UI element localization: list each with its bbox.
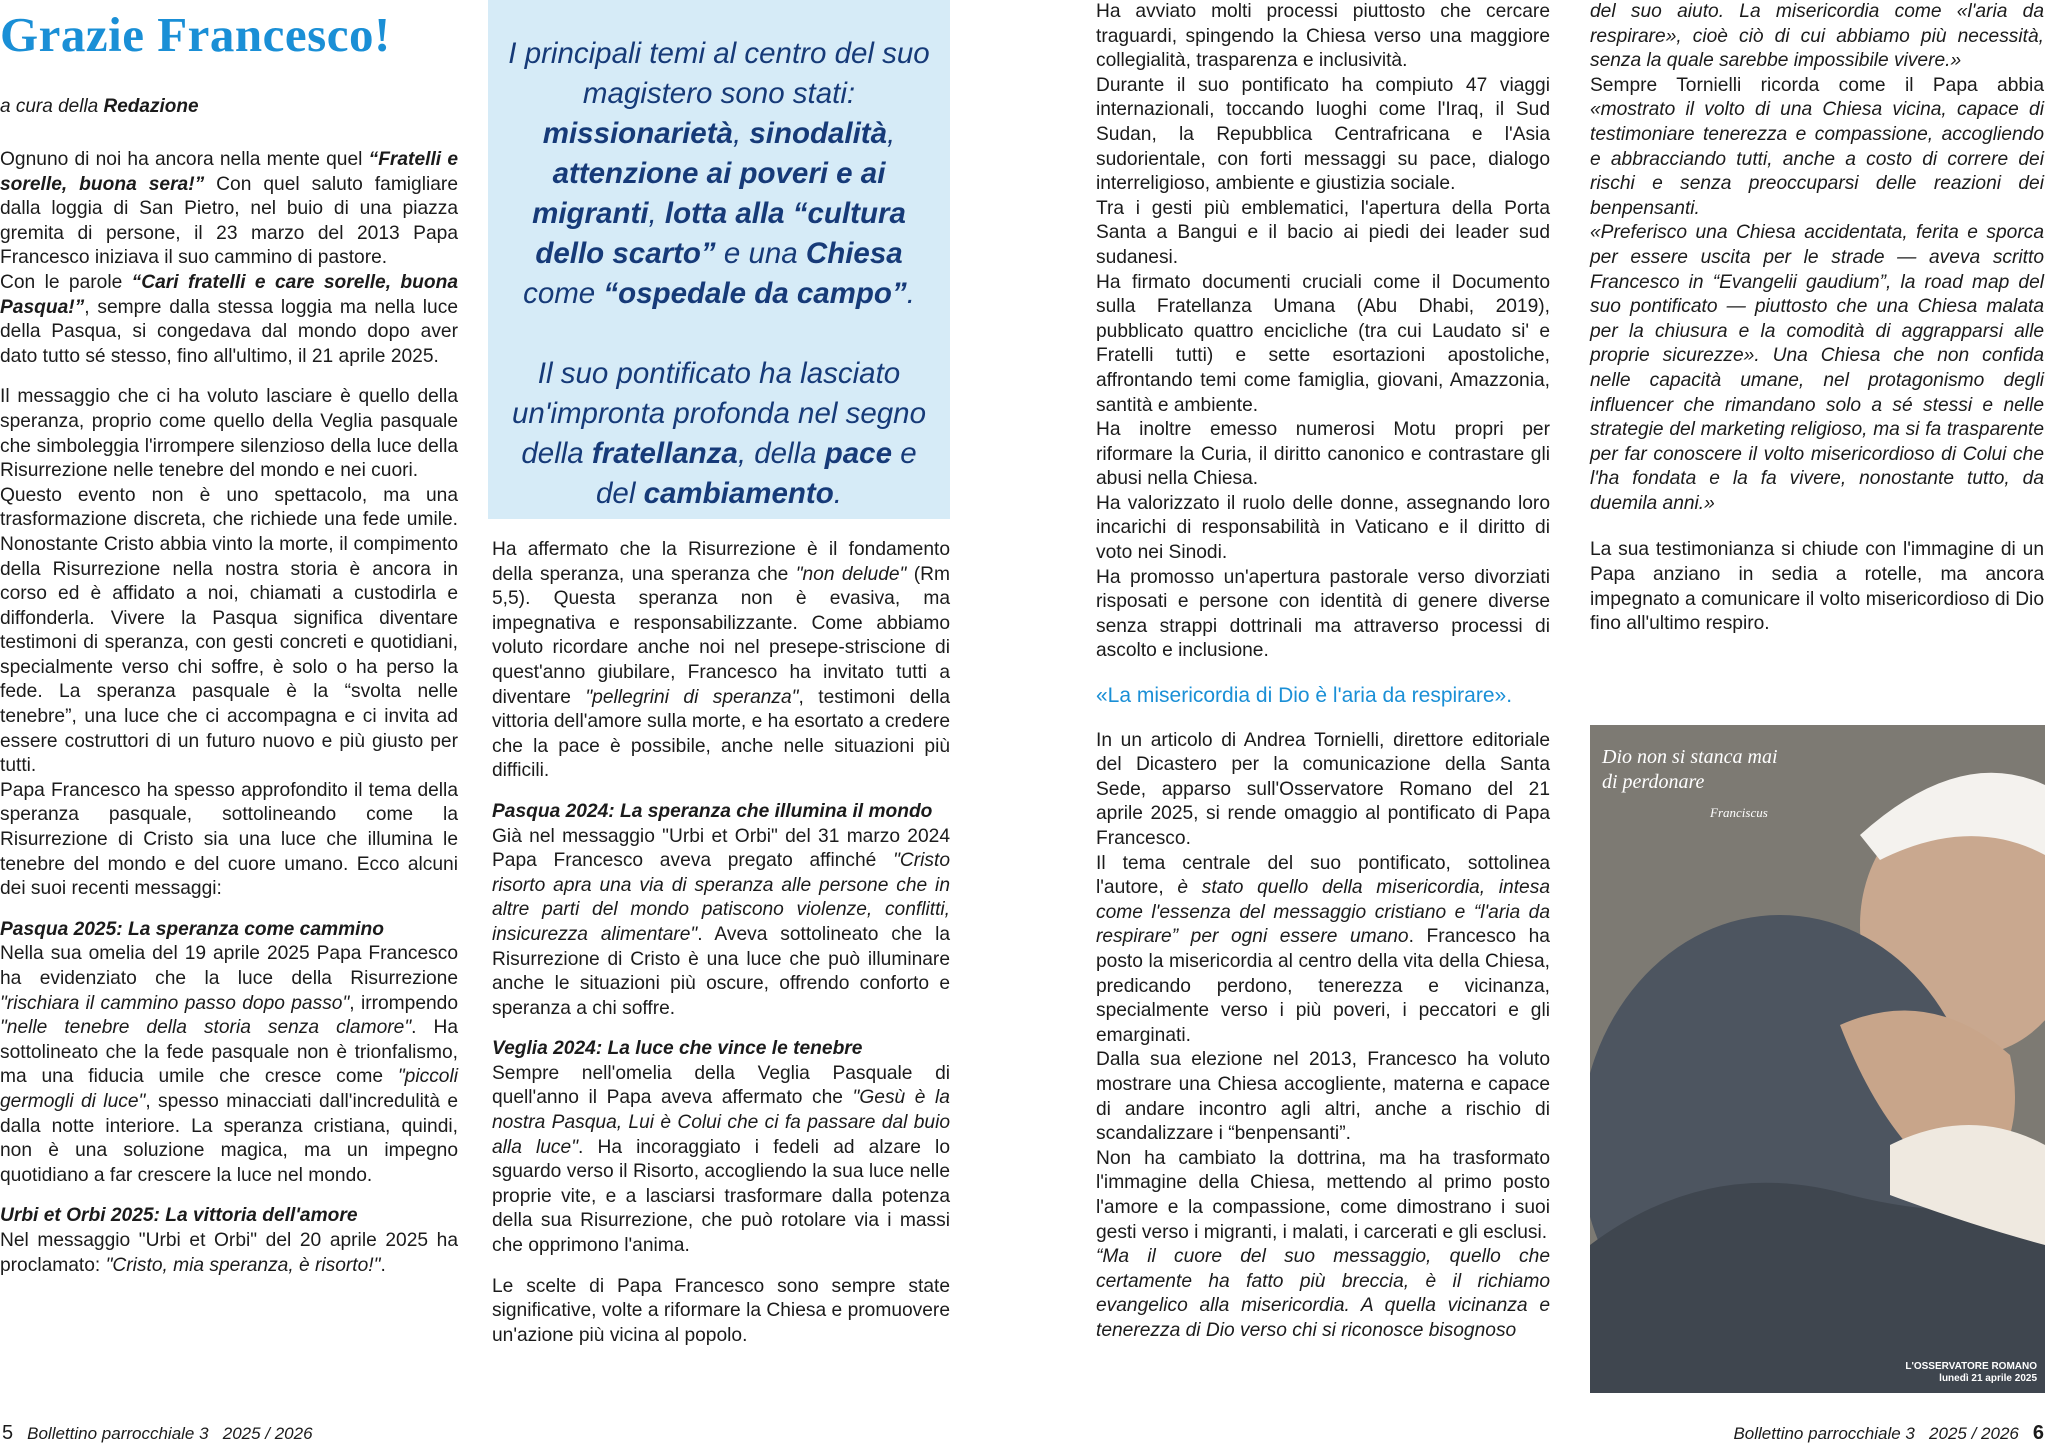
text: Ha affermato che la Risurrezione è il fondamento della speranza, una speranza che bbox=[492, 539, 950, 585]
paragraph: La sua testimonianza si chiude con l'immagine di un Papa anziano in sedia a rotelle, ma ancora impegnato a comunicare il volto misericordioso di Dio fino all'ultimo respiro. bbox=[1590, 539, 2044, 635]
quote-text: “Cari fratelli e care sorelle, buona Pasqua!” bbox=[0, 271, 458, 318]
text: . bbox=[380, 1254, 386, 1276]
paragraph bbox=[492, 825, 950, 1022]
quote-text: «Preferisco una Chiesa accidentata, ferita e sporca per essere uscita per le strade — aveva scritto Francesco in “Evangelii gaudium”, la road map del suo pontificato — piuttosto che una Chiesa malata per la chiusura e la comodità di aggrapparsi alle proprie sicurezze». Una Chiesa che non confida nelle capacità umane, nel protagonismo degli influencer che rimandano solo a sé stessi e nelle strategie del marketing religioso, ma si fa trasparente per far conoscere il volto misericordioso di Colui che l'ha fondata e la fa vivere, nonostante tutto, da duemila anni.» bbox=[1590, 222, 2044, 514]
text: , spesso minacciati dall'incredulità e dalla notte interiore. La speranza cristiana, quindi, non è una soluzione magica, ma un impegno quotidiano a far crescere la luce nel mondo. bbox=[0, 1090, 458, 1186]
footer-left bbox=[2, 1422, 313, 1445]
paragraph bbox=[0, 271, 458, 369]
credit-line: lunedì 21 aprile 2025 bbox=[1939, 1373, 2037, 1384]
paragraph bbox=[0, 148, 458, 271]
paragraph: Le scelte di Papa Francesco sono sempre state significative, volte a riformare la Chiesa e promuovere un'azione più vicina al popolo. bbox=[492, 1275, 950, 1346]
paragraph: Dalla sua elezione nel 2013, Francesco ha voluto mostrare una Chiesa accogliente, materna e capace di andare incontro agli altri, anche a rischio di scandalizzare i “benpensanti”. bbox=[1096, 1049, 1550, 1145]
byline bbox=[0, 96, 199, 118]
text: . Aveva sottolineato che la Risurrezione di Cristo è una luce che può illuminare anche le situazioni più oscure, offrendo conforto e speranza a chi soffre. bbox=[492, 923, 950, 1019]
footer-text: Bollettino parrocchiale 3 2025 / 2026 bbox=[1733, 1424, 2019, 1443]
paragraph: Tra i gesti più emblematici, l'apertura della Porta Santa a Bangui e il bacio ai piedi dei leader sud sudanesi. bbox=[1096, 197, 1550, 268]
pope-photo bbox=[1590, 725, 2045, 1393]
text: , testimoni della vittoria dell'amore sulla morte, e ha esortato a credere che la pace è possibile, anche nelle situazioni più difficili. bbox=[492, 686, 950, 782]
text: (Rm 5,5). Questa speranza non è evasiva, ma impegnativa e responsabilizzante. Come abbiamo voluto ricordare anche noi nel presepe-striscione di quest'anno giubilare, Francesco ha invitato tutti a diventare bbox=[492, 563, 951, 708]
section-heading: Pasqua 2024: La speranza che illumina il mondo bbox=[492, 800, 933, 822]
text: Sempre Tornielli ricorda come il Papa abbia bbox=[1590, 74, 2044, 96]
text: , irrompendo bbox=[349, 992, 459, 1014]
quote-text: è stato quello della misericordia, intesa come l'essenza del messaggio cristiano e “l'aria da respirare” per ogni essere umano bbox=[1096, 877, 1550, 948]
page-number: 6 bbox=[2032, 1422, 2044, 1444]
highlight-quote: «La misericordia di Dio è l'aria da respirare». bbox=[1096, 684, 1513, 708]
paragraph: Non ha cambiato la dottrina, ma ha trasformato l'immagine della Chiesa, mettendo al primo posto l'amore e la compassione, come dimostrano i suoi gesti verso i migranti, i malati, i carcerati e gli esclusi. bbox=[1096, 1147, 1550, 1243]
section-heading: Pasqua 2025: La speranza come cammino bbox=[0, 918, 384, 940]
column-1 bbox=[0, 148, 458, 1278]
quote-text: "Cristo, mia speranza, è risorto!" bbox=[105, 1254, 381, 1276]
pull-quote-1: I principali temi al centro del suo magistero sono stati: missionarietà, sinodalità, attenzione ai poveri e ai migranti, lotta alla “cultura dello scarto” e una Chiesa come “ospedale da campo”. bbox=[508, 37, 930, 310]
paragraph bbox=[1590, 0, 2044, 74]
section-heading: Urbi et Orbi 2025: La vittoria dell'amore bbox=[0, 1205, 358, 1227]
quote-text: del suo aiuto. La misericordia come «l'aria da respirare», cioè ciò di cui abbiamo più necessità, senza la quale sarebbe impossibile vivere.» bbox=[1590, 1, 2044, 72]
paragraph: Ha avviato molti processi piuttosto che cercare traguardi, spingendo la Chiesa verso una maggiore collegialità, trasparenza e inclusività. bbox=[1096, 1, 1550, 72]
quote-text: "nelle tenebre della storia senza clamore" bbox=[0, 1017, 412, 1039]
signature: Franciscus bbox=[1710, 805, 1768, 820]
quote-text: «mostrato il volto di una Chiesa vicina, capace di testimoniare tenerezza e compassione, accogliendo e abbracciando tutti, anche a costo di correre dei rischi e senza preoccuparsi delle reazioni dei benpensanti. bbox=[1590, 99, 2044, 219]
byline-author: Redazione bbox=[103, 96, 199, 117]
text: . Francesco ha posto la misericordia al centro della vita della Chiesa, predicando perdono, tenerezza e vicinanza, specialmente verso i più poveri, i peccatori e gli emarginati. bbox=[1096, 926, 1550, 1046]
pull-quote-2: Il suo pontificato ha lasciato un'impronta profonda nel segno della fratellanza, della pace e del cambiamento. bbox=[511, 357, 926, 510]
pull-quote-box bbox=[488, 0, 950, 519]
text: Già nel messaggio "Urbi et Orbi" del 31 marzo 2024 Papa Francesco aveva pregato affinché bbox=[492, 825, 950, 872]
caption-line: di perdonare bbox=[1602, 771, 1705, 793]
paragraph: Ha firmato documenti cruciali come il Documento sulla Fratellanza Umana (Abu Dhabi, 2019), pubblicato quattro encicliche (tra cui Laudato si' e Fratelli tutti) e sette esortazioni apostoliche, affrontando temi come famiglia, giovani, Amazzonia, santità e ambiente. bbox=[1096, 271, 1550, 416]
page-number: 5 bbox=[2, 1422, 14, 1444]
quote-text: “Ma il cuore del suo messaggio, quello che certamente ha fatto più breccia, è il richiamo evangelico alla misericordia. A quella vicinanza e tenerezza di Dio verso chi si riconosce bisognoso bbox=[1096, 1246, 1550, 1341]
text: Sempre nell'omelia della Veglia Pasquale di quell'anno il Papa aveva affermato che bbox=[492, 1062, 950, 1109]
credit-line: L'OSSERVATORE ROMANO bbox=[1905, 1361, 2037, 1372]
paragraph: Ha inoltre emesso numerosi Motu propri per riformare la Curia, il diritto canonico e contrastare gli abusi nella Chiesa. bbox=[1096, 419, 1550, 490]
photo-illustration bbox=[1590, 725, 2045, 1393]
text: Nel messaggio "Urbi et Orbi" del 20 aprile 2025 ha proclamato: bbox=[0, 1229, 458, 1276]
text: , sempre dalla stessa loggia ma nella luce della Pasqua, si congedava dal mondo dopo aver dato tutto sé stesso, fino all'ultimo, il 21 aprile 2025. bbox=[0, 296, 458, 367]
paragraph bbox=[492, 1062, 950, 1259]
column-2 bbox=[492, 538, 950, 1348]
column-3 bbox=[1096, 0, 1550, 1343]
column-4 bbox=[1590, 0, 2044, 637]
paragraph: In un articolo di Andrea Tornielli, direttore editoriale del Dicastero per la comunicazione della Santa Sede, apparso sull'Osservatore Romano del 21 aprile 2025, si rende omaggio al pontificato di Papa Francesco. bbox=[1096, 729, 1550, 849]
caption-line: Dio non si stanca mai bbox=[1602, 746, 1778, 768]
paragraph bbox=[0, 1229, 458, 1278]
paragraph: Questo evento non è uno spettacolo, ma una trasformazione discreta, che richiede una fede umile. Nonostante Cristo abbia vinto la morte, il compimento della Risurrezione nella nostra storia è ancora in corso ed è affidato a noi, chiamati a custodirla e diffonderla. Vivere la Pasqua significa diventare testimoni di speranza, con gesti concreti e quotidiani, specialmente verso chi soffre, è solo o ha perso la fede. La speranza pasquale è la “svolta nelle tenebre”, una luce che ci accompagna e ci invita ad essere costruttori di un futuro nuovo e più giusto per tutti. bbox=[0, 484, 458, 777]
paragraph: Il messaggio che ci ha voluto lasciare è quello della speranza, proprio come quello della Veglia pasquale che simboleggia l'irrompere silenzioso della luce della Risurrezione nelle tenebre del mondo e nei cuori. bbox=[0, 386, 458, 482]
quote-text: "pellegrini di speranza" bbox=[585, 686, 799, 708]
text: Ognuno di noi ha ancora nella mente quel bbox=[0, 149, 369, 170]
quote-text: “Fratelli e sorelle, buona sera!” bbox=[0, 149, 458, 195]
paragraph bbox=[1590, 221, 2044, 516]
photo-credit bbox=[1905, 1361, 2037, 1385]
text: Il tema centrale del suo pontificato, sottolinea l'autore, bbox=[1096, 852, 1550, 899]
text: Con le parole bbox=[0, 271, 132, 293]
quote-text: "non delude" bbox=[795, 563, 907, 585]
text: . Ha incoraggiato i fedeli ad alzare lo sguardo verso il Risorto, accogliendo la sua luce nelle proprie vite, e a lasciarsi trasformare dalla potenza della sua Risurrezione, che può rotolare via i massi che opprimono l'anima. bbox=[492, 1136, 950, 1257]
paragraph: Ha valorizzato il ruolo delle donne, assegnando loro incarichi di responsabilità in Vaticano e il diritto di voto nei Sinodi. bbox=[1096, 492, 1550, 564]
article-title: Grazie Francesco! bbox=[0, 7, 391, 62]
paragraph: Durante il suo pontificato ha compiuto 47 viaggi internazionali, toccando luoghi come l'Iraq, il Sud Sudan, la Repubblica Centrafricana e l'Asia sudorientale, con forti messaggi su pace, dialogo interreligioso, ambiente e giustizia sociale. bbox=[1096, 74, 1550, 195]
paragraph bbox=[1096, 852, 1550, 1049]
paragraph: Papa Francesco ha spesso approfondito il tema della speranza pasquale, sottolineando come la Risurrezione di Cristo sia una luce che illumina le tenebre del mondo e del cuore umano. Ecco alcuni dei suoi recenti messaggi: bbox=[0, 779, 458, 900]
quote-text: "Cristo risorto apra una via di speranza alle persone che in altre parti del mondo patiscono violenze, conflitti, insicurezza alimentare" bbox=[492, 850, 950, 945]
footer-text: Bollettino parrocchiale 3 2025 / 2026 bbox=[27, 1424, 313, 1443]
photo-caption bbox=[1602, 745, 1778, 795]
text: . Ha sottolineato che la fede pasquale non è trionfalismo, ma una fiducia umile che cresce come bbox=[0, 1017, 458, 1088]
paragraph: Ha promosso un'apertura pastorale verso divorziati risposati e persone con identità di genere diverse senza strappi dottrinali ma attraverso processi di ascolto e inclusione. bbox=[1096, 566, 1550, 662]
paragraph bbox=[1096, 1245, 1550, 1343]
quote-text: "piccoli germogli di luce" bbox=[0, 1066, 458, 1112]
byline-prefix: a cura della bbox=[0, 96, 104, 117]
footer-right bbox=[1733, 1422, 2044, 1445]
paragraph bbox=[492, 538, 950, 784]
paragraph bbox=[0, 942, 458, 1188]
quote-text: "Gesù è la nostra Pasqua, Lui è Colui che ci fa passare dal buio alla luce" bbox=[492, 1087, 950, 1158]
paragraph bbox=[1590, 74, 2044, 222]
quote-text: "rischiara il cammino passo dopo passo" bbox=[0, 992, 350, 1014]
text: Con quel saluto famigliare dalla loggia di San Pietro, nel buio di una piazza gremita di persone, il 23 marzo del 2013 Papa Francesco iniziava il suo cammino di pastore. bbox=[0, 173, 458, 269]
section-heading: Veglia 2024: La luce che vince le tenebre bbox=[492, 1038, 863, 1060]
text: Nella sua omelia del 19 aprile 2025 Papa Francesco ha evidenziato che la luce della Risurrezione bbox=[0, 943, 458, 989]
